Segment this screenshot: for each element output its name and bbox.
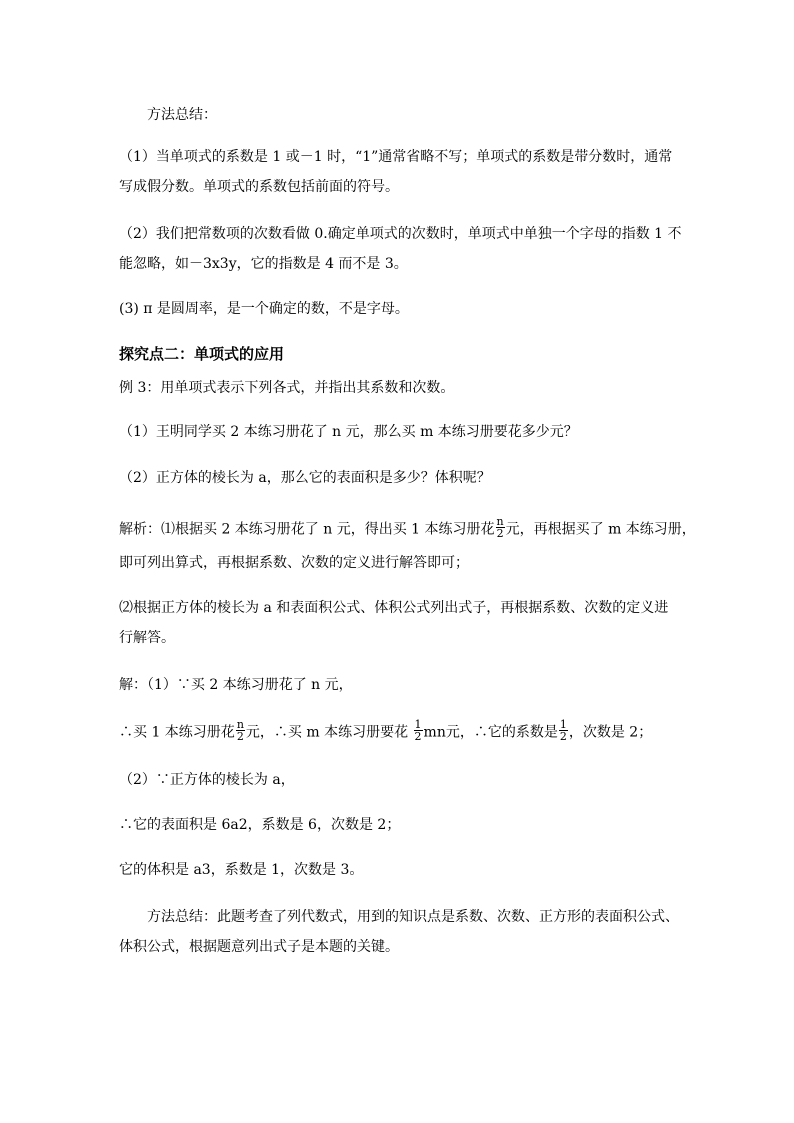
solution-line-2 xyxy=(119,718,653,744)
solution-line-3: （2）∵正方体的棱长为 a， xyxy=(119,772,295,788)
summary-item-1-line-2: 写成假分数。单项式的系数包括前面的符号。 xyxy=(119,179,399,195)
analysis-line-4: 行解答。 xyxy=(119,630,175,646)
section-heading: 探究点二：单项式的应用 xyxy=(119,345,285,363)
analysis-line-1 xyxy=(119,515,696,541)
summary-item-2-line-1: （2）我们把常数项的次数看做 0.确定单项式的次数时，单项式中单独一个字母的指数 1 不 xyxy=(119,226,682,242)
fraction: $\frac{1}{2}$ xyxy=(559,718,567,743)
solution-text: 元，∴买 m 本练习册要花 xyxy=(245,724,413,741)
example-question-1: （1）王明同学买 2 本练习册花了 n 元，那么买 m 本练习册要花多少元？ xyxy=(119,424,578,440)
summary-item-1-line-1: （1）当单项式的系数是 1 或－1 时，“1”通常省略不写；单项式的系数是带分数时，通常 xyxy=(119,149,673,165)
analysis-line-2: 即可列出算式，再根据系数、次数的定义进行解答即可； xyxy=(119,555,469,571)
solution-text: ，次数是 2； xyxy=(568,724,653,741)
solution-line-1: 解：（1）∵买 2 本练习册花了 n 元， xyxy=(119,677,353,693)
solution-line-4: ∴它的表面积是 6a2，系数是 6，次数是 2； xyxy=(119,817,401,833)
analysis-line-3: ⑵根据正方体的棱长为 a 和表面积公式、体积公式列出式子，再根据系数、次数的定义进 xyxy=(119,600,669,616)
summary-title: 方法总结： xyxy=(147,107,217,123)
summary-item-2-line-2: 能忽略，如－3x3y，它的指数是 4 而不是 3。 xyxy=(119,256,408,272)
fraction: $\frac{1}{2}$ xyxy=(414,718,422,743)
fraction: $\frac{n}{2}$ xyxy=(496,515,504,540)
analysis-text: 解析：⑴根据买 2 本练习册花了 n 元，得出买 1 本练习册花 xyxy=(119,521,495,538)
example-intro: 例 3：用单项式表示下列各式，并指出其系数和次数。 xyxy=(119,380,455,396)
summary2-line-1: 方法总结：此题考查了列代数式，用到的知识点是系数、次数、正方形的表面积公式、 xyxy=(147,909,679,925)
fraction: $\frac{n}{2}$ xyxy=(236,718,244,743)
solution-text: ∴买 1 本练习册花 xyxy=(119,724,235,741)
analysis-text: 元，再根据买了 m 本练习册， xyxy=(505,521,696,538)
solution-text: mn元，∴它的系数是 xyxy=(423,724,558,741)
solution-line-5: 它的体积是 a3，系数是 1，次数是 3。 xyxy=(119,862,364,878)
example-question-2: （2）正方体的棱长为 a，那么它的表面积是多少？体积呢？ xyxy=(119,470,491,486)
summary2-line-2: 体积公式，根据题意列出式子是本题的关键。 xyxy=(119,939,399,955)
summary-item-3: (3) π 是圆周率，是一个确定的数，不是字母。 xyxy=(119,301,409,317)
